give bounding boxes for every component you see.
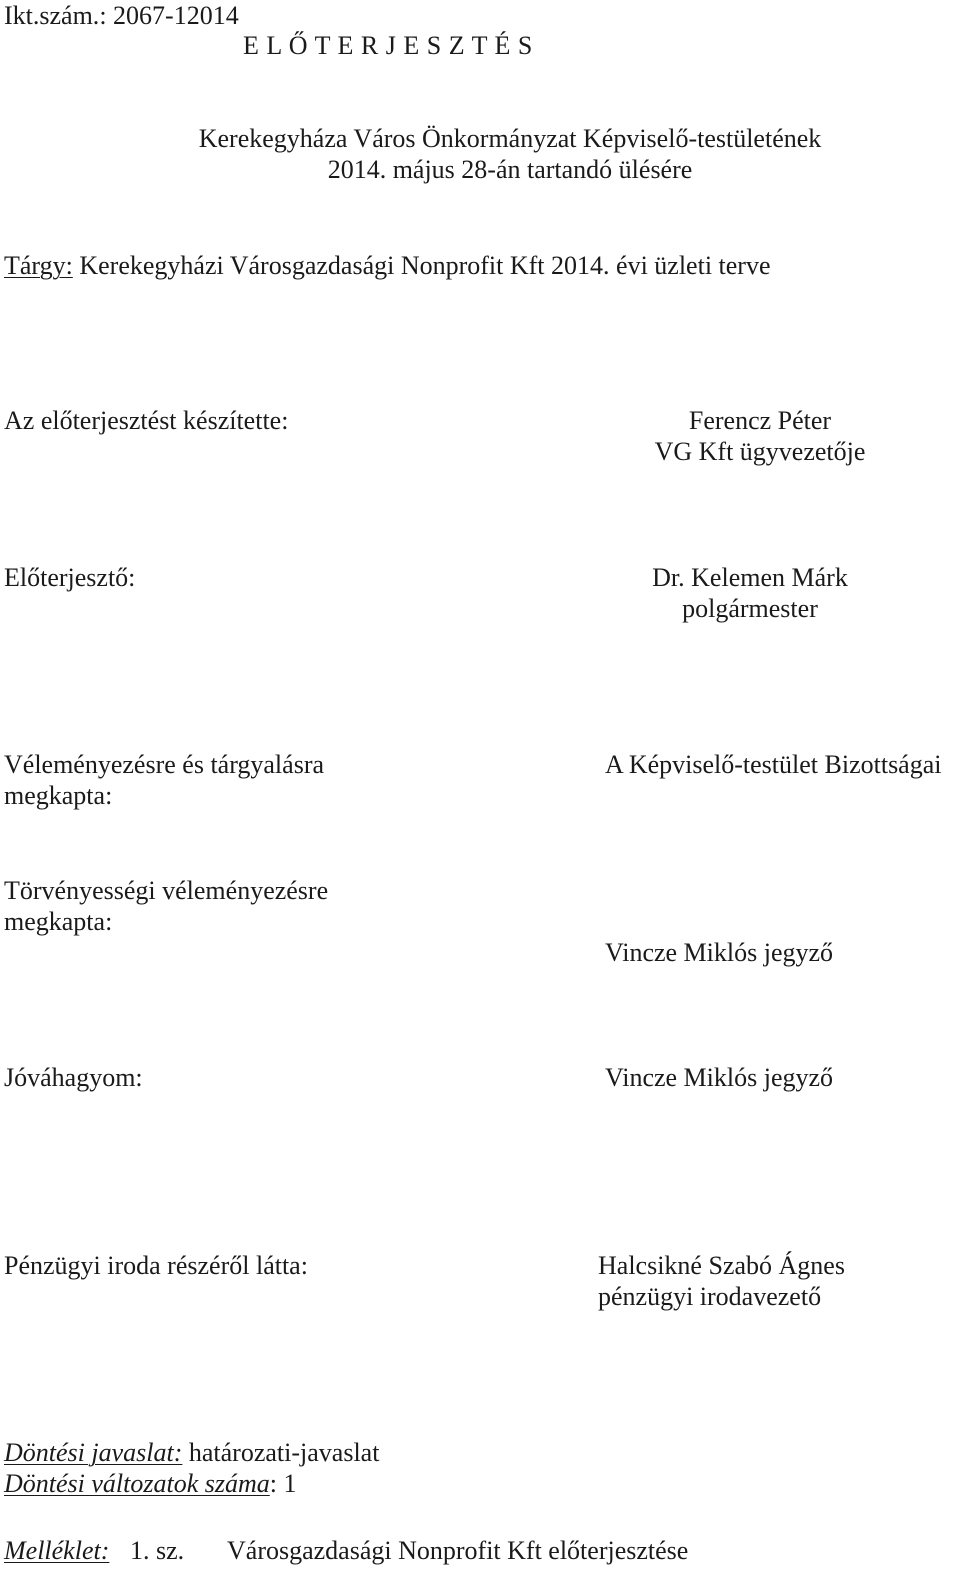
subject-label: Tárgy: <box>4 251 73 280</box>
prepared-by-role: VG Kft ügyvezetője <box>654 437 866 466</box>
finance-name: Halcsikné Szabó Ágnes <box>598 1251 845 1280</box>
decision-variants <box>4 1468 297 1499</box>
review-label-line-1: Véleményezésre és tárgyalásra <box>4 750 325 779</box>
finance-label: Pénzügyi iroda részéről látta: <box>4 1251 308 1280</box>
legality-label-line-2: megkapta: <box>4 907 113 936</box>
presenter-name: Dr. Kelemen Márk <box>652 563 848 592</box>
meeting-line-1: Kerekegyháza Város Önkormányzat Képviselő-testületének <box>198 124 822 153</box>
finance-role: pénzügyi irodavezető <box>598 1282 822 1311</box>
presenter-label: Előterjesztő: <box>4 563 136 592</box>
subject-line <box>4 250 771 281</box>
decision-proposal <box>4 1437 379 1468</box>
document-type-title: E L Ő T E R J E S Z T É S <box>243 31 533 60</box>
prepared-by-name: Ferencz Péter <box>688 406 832 435</box>
attachment-label-text: Melléklet: <box>4 1536 110 1565</box>
approved-label: Jóváhagyom: <box>4 1063 143 1092</box>
decision-proposal-label: Döntési javaslat: <box>4 1438 183 1467</box>
approved-value: Vincze Miklós jegyző <box>605 1063 834 1092</box>
decision-variants-label: Döntési változatok száma <box>4 1469 270 1498</box>
prepared-by-label: Az előterjesztést készítette: <box>4 406 289 435</box>
review-label-line-2: megkapta: <box>4 781 113 810</box>
legality-label-line-1: Törvényességi véleményezésre <box>4 876 329 905</box>
review-value: A Képviselő-testület Bizottságai <box>605 750 942 779</box>
attachment-label <box>4 1535 109 1566</box>
meeting-line-2: 2014. május 28-án tartandó ülésére <box>327 155 693 184</box>
attachment-number: 1. sz. <box>130 1536 185 1565</box>
decision-variants-value: : 1 <box>269 1469 297 1498</box>
decision-proposal-value: határozati-javaslat <box>182 1438 380 1467</box>
attachment-title: Városgazdasági Nonprofit Kft előterjesztése <box>227 1536 689 1565</box>
registry-number-value: : 2067-12014 <box>99 1 239 30</box>
presenter-role: polgármester <box>682 594 818 623</box>
registry-number <box>4 0 239 31</box>
subject-text: Kerekegyházi Városgazdasági Nonprofit Kft 2014. évi üzleti terve <box>72 251 771 280</box>
registry-number-label: Ikt.szám. <box>4 1 100 30</box>
legality-value: Vincze Miklós jegyző <box>605 938 834 967</box>
